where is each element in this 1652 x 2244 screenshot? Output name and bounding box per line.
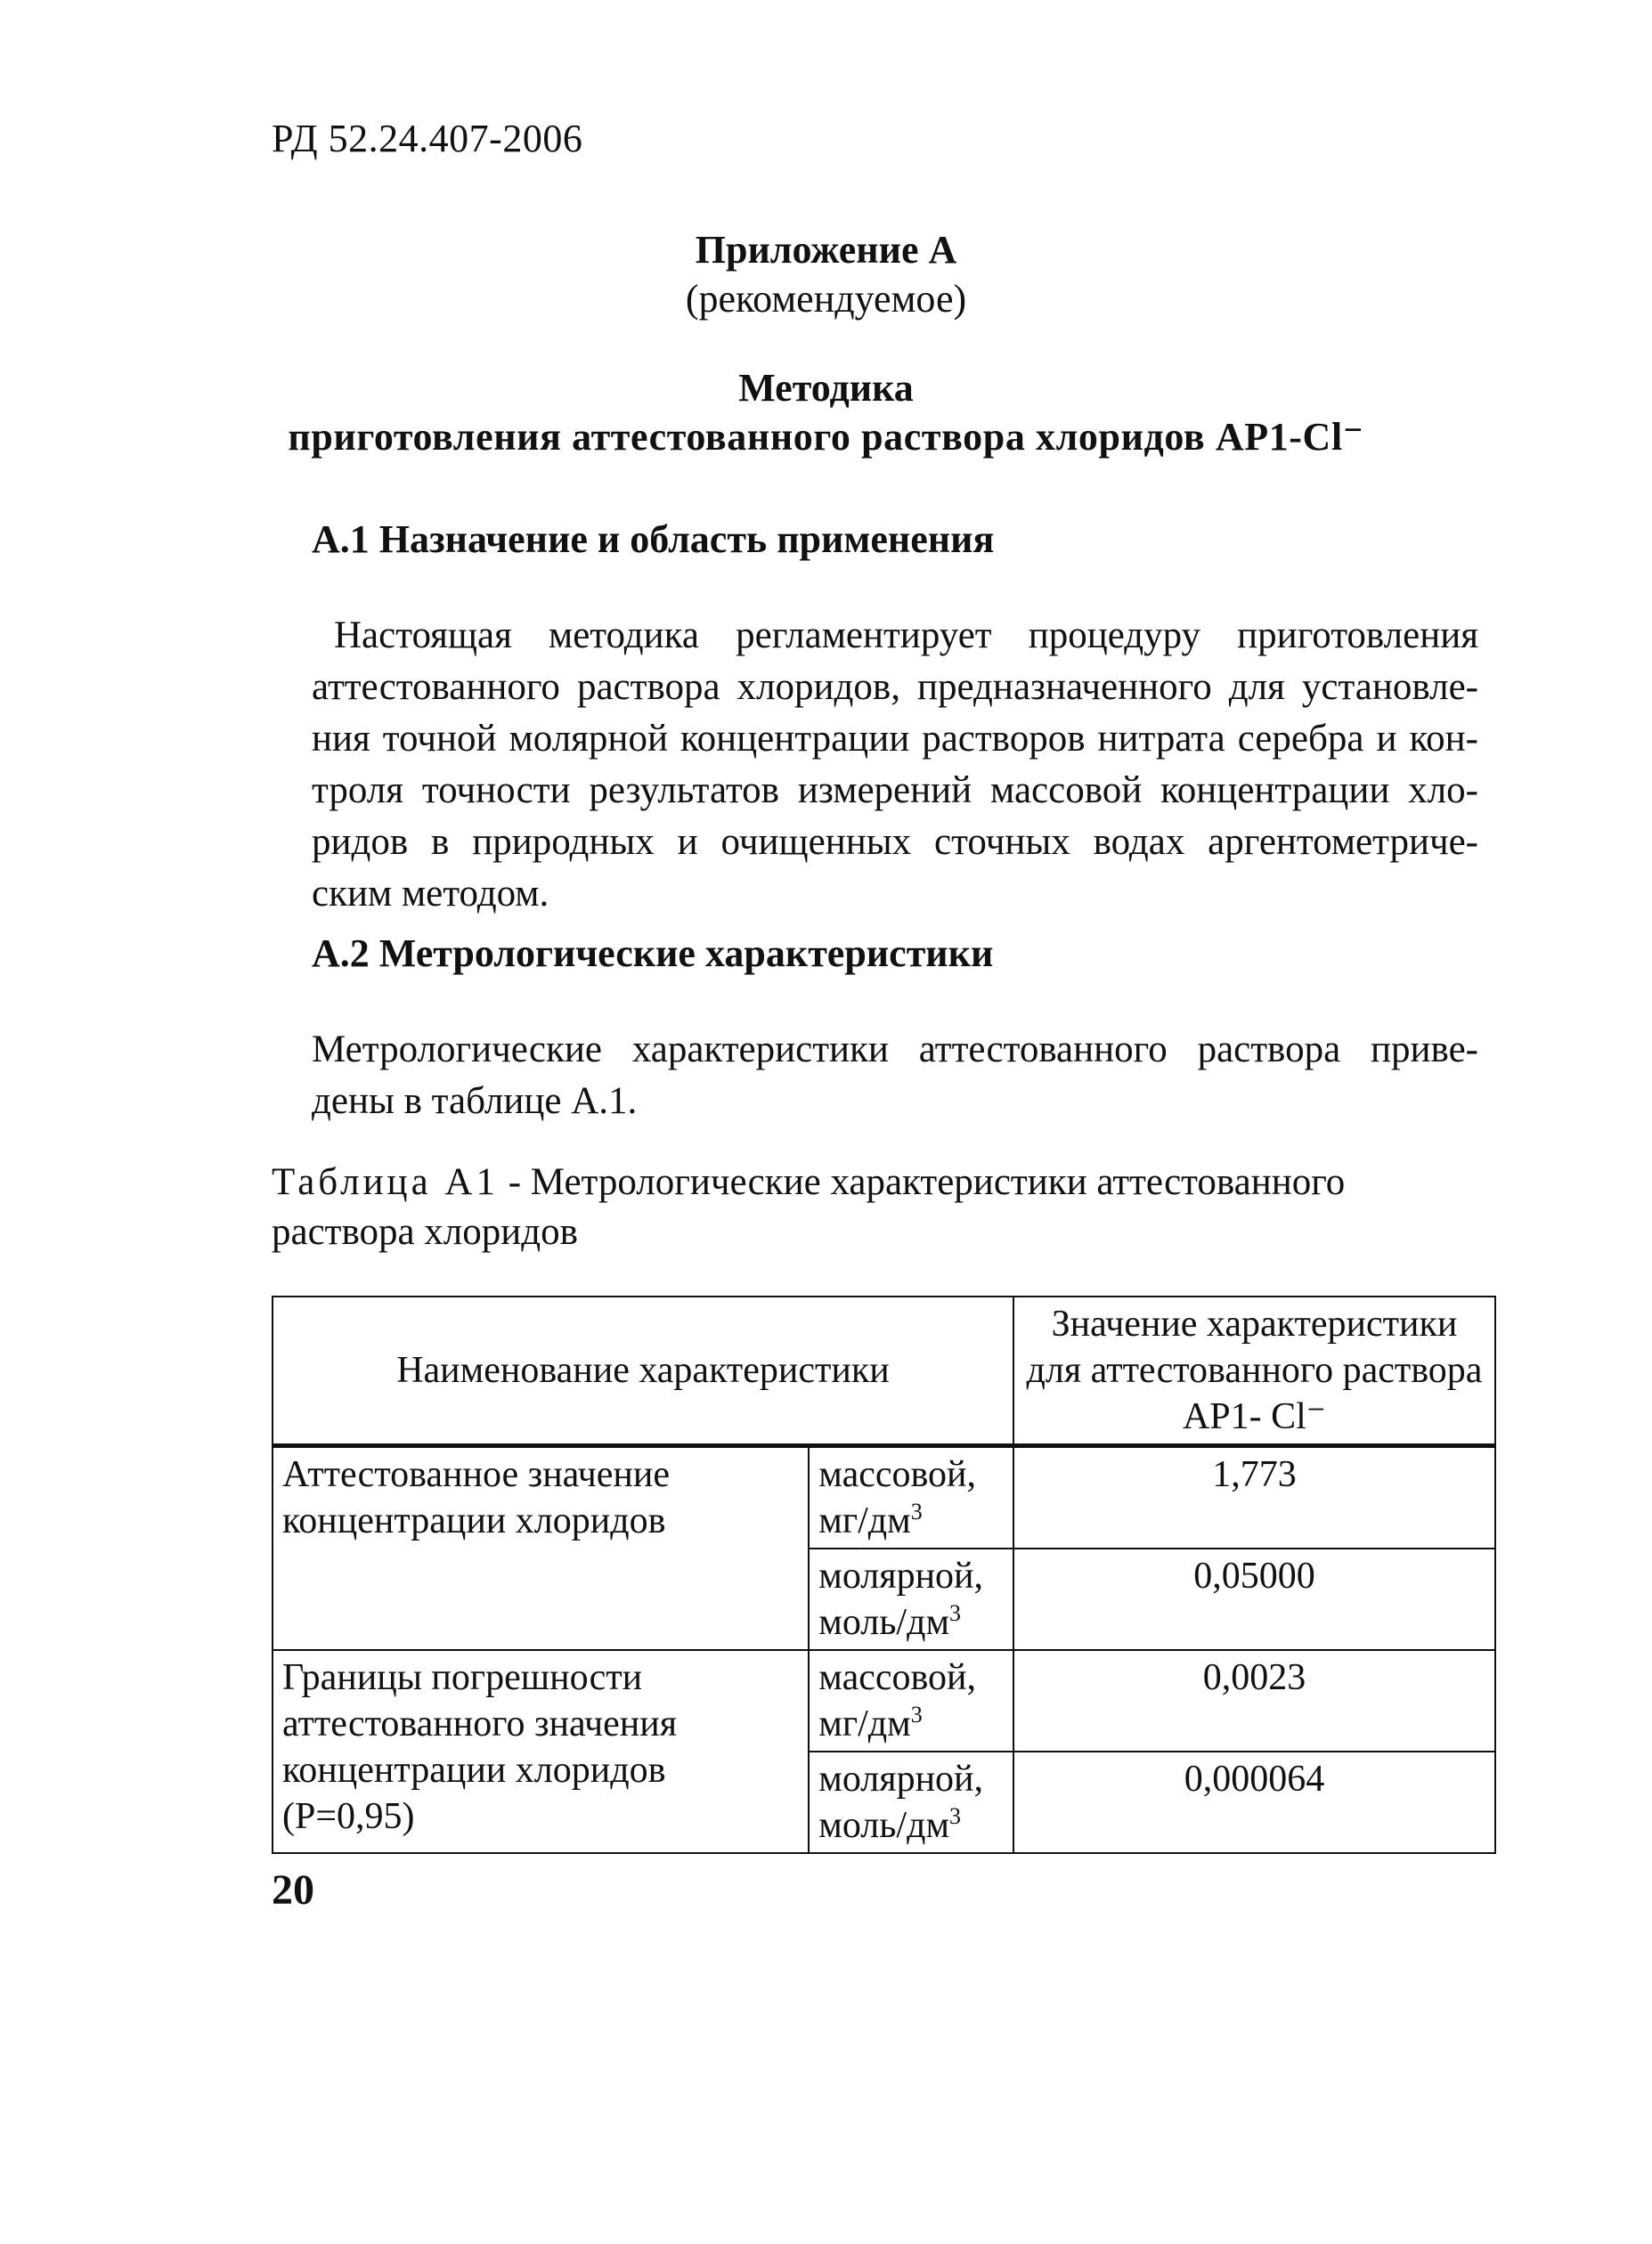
paragraph-line: аттестованного раствора хлоридов, предназначенного для установле-	[312, 666, 1478, 708]
table-row	[273, 1650, 1495, 1752]
section-heading-a2: А.2 Метрологические характеристики	[312, 931, 994, 975]
paragraph-line: Метрологические характеристики аттестованного раствора приве-	[312, 1028, 1478, 1070]
section-a1-paragraph	[312, 610, 1478, 920]
table-caption-label: Таблица А1	[272, 1161, 499, 1203]
unit-label: молярной,	[818, 1759, 984, 1800]
table-row	[273, 1446, 1495, 1549]
characteristic-name-cell: Аттестованное значение концентрации хлоридов	[273, 1446, 809, 1651]
method-title: Методика	[738, 366, 914, 410]
method-subtitle: приготовления аттестованного раствора хлоридов АР1-Cl⁻	[288, 415, 1364, 459]
paragraph-line: ридов в природных и очищенных сточных водах аргентометриче-	[312, 821, 1478, 863]
unit-superscript: 3	[910, 1499, 923, 1524]
section-heading-a1: А.1 Назначение и область применения	[312, 517, 995, 561]
unit-cell	[809, 1650, 1013, 1752]
unit-superscript: 3	[949, 1600, 962, 1626]
unit-text: моль/дм	[818, 1602, 950, 1643]
characteristic-name-cell: Границы погрешности аттестованного значения концентрации хлоридов (P=0,95)	[273, 1650, 809, 1853]
table-header-row	[273, 1297, 1495, 1446]
paragraph-line: ния точной молярной концентрации растворов нитрата серебра и кон-	[312, 718, 1478, 760]
unit-text: моль/дм	[818, 1805, 950, 1846]
paragraph-line: троля точности результатов измерений массовой концентрации хло-	[312, 769, 1478, 811]
table-caption	[272, 1158, 1345, 1257]
value-cell: 0,0023	[1013, 1650, 1495, 1752]
unit-label: массовой,	[818, 1454, 977, 1495]
value-cell: 0,000064	[1013, 1752, 1495, 1853]
unit-cell	[809, 1752, 1013, 1853]
table-caption-text: - Метрологические характеристики аттестованного	[498, 1161, 1346, 1203]
header-name-cell: Наименование характеристики	[273, 1297, 1013, 1446]
document-code: РД 52.24.407-2006	[272, 117, 583, 160]
metrology-table	[272, 1296, 1496, 1854]
page-number: 20	[272, 1866, 314, 1914]
paragraph-line: ским методом.	[312, 873, 549, 915]
paragraph-line: дены в таблице А.1.	[312, 1080, 638, 1122]
table-caption-line-2: раствора хлоридов	[272, 1211, 578, 1253]
unit-superscript: 3	[910, 1702, 923, 1728]
unit-cell	[809, 1549, 1013, 1650]
value-cell: 1,773	[1013, 1446, 1495, 1549]
table-caption-line-1	[272, 1158, 1345, 1207]
unit-cell	[809, 1446, 1013, 1549]
paragraph-line: Настоящая методика регламентирует процедуру приготовления	[334, 614, 1478, 656]
header-value-cell: Значение характеристики для аттестованного раствора АР1- Cl⁻	[1013, 1297, 1495, 1446]
section-a2-paragraph	[312, 1024, 1478, 1127]
unit-superscript: 3	[949, 1803, 962, 1829]
unit-text: мг/дм	[818, 1703, 911, 1744]
appendix-title: Приложение А	[695, 228, 957, 272]
unit-label: молярной,	[818, 1556, 984, 1597]
unit-label: массовой,	[818, 1657, 977, 1698]
appendix-subtitle: (рекомендуемое)	[685, 277, 967, 321]
value-cell: 0,05000	[1013, 1549, 1495, 1650]
unit-text: мг/дм	[818, 1500, 911, 1541]
